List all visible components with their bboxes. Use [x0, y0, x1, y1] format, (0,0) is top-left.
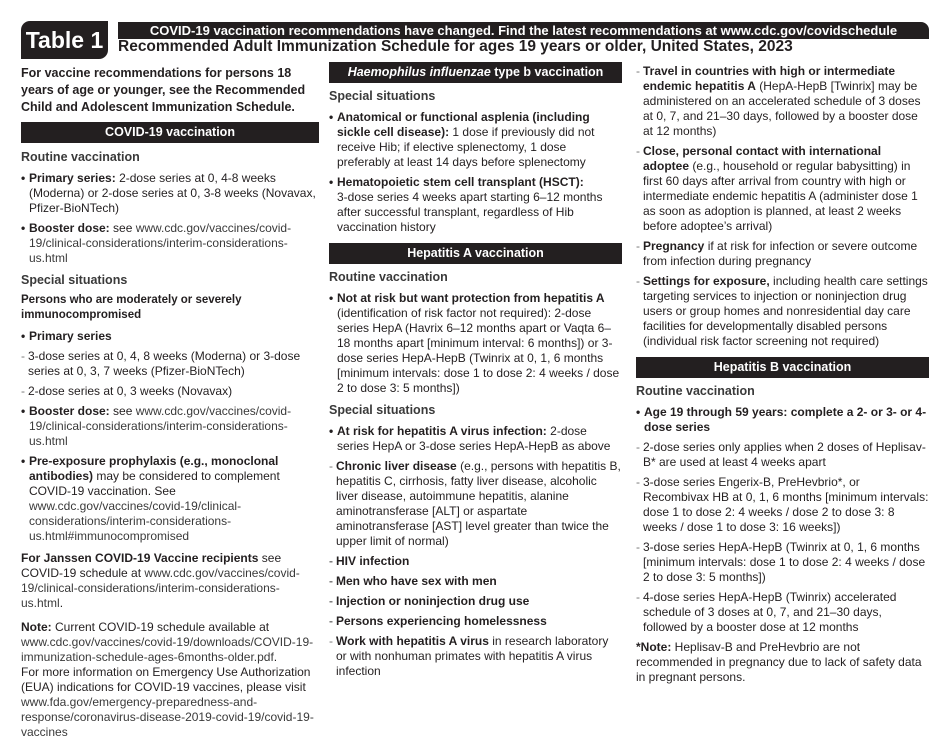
column-2	[329, 62, 622, 679]
covid-routine-heading: Routine vaccination	[21, 150, 140, 164]
hepb-dash-item: - 2-dose series only applies when 2 doses of Heplisav-B* are used at least 4 weeks apart	[636, 440, 929, 470]
immuno-booster-item: • Booster dose: see www.cdc.gov/vaccines/covid-19/clinical-considerations/interim-considerations-us.html	[21, 404, 319, 449]
covid-note: Note: Current COVID-19 schedule available at www.cdc.gov/vaccines/covid-19/downloads/COVID-19-immunization-schedule-ages-6months-older.pdf. For more information on Emergency Use Authorization (EUA) indications for COVID-19 vaccines, please visit www.fda.gov/emergency-preparedness-and-response/coronavirus-disease-2019-covid-19/covid-19-vaccines	[21, 620, 314, 739]
hepa-adoptee-item: - Close, personal contact with international adoptee (e.g., household or regular babysitting) in first 60 days after arrival from country with high or intermediate endemic hepatitis A (administer dose 1 as soon as adoption is planned, at least 2 weeks before adoptee’s arrival)	[636, 144, 929, 234]
janssen-text: For Janssen COVID-19 Vaccine recipients see COVID-19 schedule at www.cdc.gov/vaccines/covid-19/clinical-considerations/interim-considerations-us.html.	[21, 551, 300, 610]
fda-eua-link[interactable]: www.fda.gov/emergency-preparedness-and-response/coronavirus-disease-2019-covid-19/covid-19-vaccines	[21, 695, 314, 739]
covid-update-banner: COVID-19 vaccination recommendations have changed. Find the latest recommendations at www.cdc.gov/covidschedule	[118, 22, 929, 39]
hepa-drug-item: - Injection or noninjection drug use	[329, 594, 622, 609]
hepa-work-item: - Work with hepatitis A virus in research laboratory or with nonhuman primates with hepatitis A virus infection	[329, 634, 622, 679]
hepb-dash-item: - 4-dose series HepA-HepB (Twinrix) accelerated schedule of 3 doses at 0, 7, and 21–30 days, followed by a booster dose at 12 months	[636, 590, 929, 635]
covid-section-header: COVID-19 vaccination	[21, 122, 319, 143]
hepb-note: *Note: Heplisav-B and PreHevbrio are not recommended in pregnancy due to lack of safety data in pregnant persons.	[636, 640, 922, 684]
hepb-age-item: • Age 19 through 59 years: complete a 2- or 3- or 4-dose series	[636, 405, 929, 435]
hib-special-heading: Special situations	[329, 89, 436, 103]
hepb-routine-heading: Routine vaccination	[636, 384, 755, 398]
column-1	[21, 65, 319, 740]
hepb-dash-item: - 3-dose series HepA-HepB (Twinrix at 0, 1, 6 months [minimum intervals: dose 1 to dose 2: 4 weeks / dose 2 to dose 3: 5 months])	[636, 540, 929, 585]
hepa-travel-item: - Travel in countries with high or intermediate endemic hepatitis A (HepA-HepB [Twinrix] may be administered on an accelerated schedule of 3 doses at 0, 7, and 21–30 days, followed by a booster dose at 12 months)	[636, 64, 929, 139]
hepa-liver-item: - Chronic liver disease (e.g., persons with hepatitis B, hepatitis C, cirrhosis, fatty liver disease, alcoholic liver disease, autoimmune hepatitis, alanine aminotransferase [ALT] or aspartate aminotransferase [AST] level greater than twice the upper limit of normal)	[329, 459, 622, 549]
hepa-homeless-item: - Persons experiencing homelessness	[329, 614, 622, 629]
covid-schedule-link[interactable]: www.cdc.gov/vaccines/covid-19/downloads/COVID-19-immunization-schedule-ages-6months-older.pdf	[21, 635, 314, 664]
hepa-settings-item: - Settings for exposure, including health care settings targeting services to injection or noninjection drug users or group homes and nonresidential day care facilities for developmentally disabled persons (individual risk factor screening not required)	[636, 274, 929, 349]
covid-primary-item: • Primary series: 2-dose series at 0, 4-8 weeks (Moderna) or 2-dose series at 0, 3-8 weeks (Novavax, Pfizer-BioNTech)	[21, 171, 319, 216]
immuno-dash-item: - 2-dose series at 0, 3 weeks (Novavax)	[21, 384, 319, 399]
table-label: Table 1	[21, 21, 108, 59]
hepa-hiv-item: - HIV infection	[329, 554, 622, 569]
hepa-pregnancy-item: - Pregnancy if at risk for infection or severe outcome from infection during pregnancy	[636, 239, 929, 269]
page-title: Recommended Adult Immunization Schedule for ages 19 years or older, United States, 2023	[118, 38, 793, 55]
hepb-section-header: Hepatitis B vaccination	[636, 357, 929, 378]
hib-section-header: Haemophilus influenzae type b vaccination	[329, 62, 622, 83]
janssen-link[interactable]: www.cdc.gov/vaccines/covid-19/clinical-considerations/interim-considerations-us.html	[21, 566, 300, 610]
hepb-dash-item: - 3-dose series Engerix-B, PreHevbrio*, or Recombivax HB at 0, 1, 6 months [minimum intervals: dose 1 to dose 2: 4 weeks / dose 2 to dose 3: 8 weeks / dose 1 to dose 3: 16 weeks])	[636, 475, 929, 535]
covid-booster-link[interactable]: www.cdc.gov/vaccines/covid-19/clinical-considerations/interim-considerations-us.html	[29, 221, 292, 265]
hepa-section-header: Hepatitis A vaccination	[329, 243, 622, 264]
prep-link[interactable]: www.cdc.gov/vaccines/covid-19/clinical-considerations/interim-considerations-us.html#immunocompromised	[29, 499, 242, 543]
covid-special-heading: Special situations	[21, 273, 128, 287]
hepa-atrisk-item: • At risk for hepatitis A virus infection: 2-dose series HepA or 3-dose series HepA-HepB as above	[329, 424, 622, 454]
immuno-primary-item: • Primary series	[21, 329, 319, 344]
prep-item: • Pre-exposure prophylaxis (e.g., monoclonal antibodies) may be considered to complement COVID-19 vaccination. See www.cdc.gov/vaccines/covid-19/clinical-considerations/interim-considerations-us.html#immunocompromised	[21, 454, 319, 544]
hepa-routine-heading: Routine vaccination	[329, 270, 448, 284]
hib-asplenia-item: • Anatomical or functional asplenia (including sickle cell disease): 1 dose if previously did not receive Hib; if elective splenectomy, 1 dose preferably at least 14 days before splenectomy	[329, 110, 622, 170]
hib-hsct-item: • Hematopoietic stem cell transplant (HSCT): 3-dose series 4 weeks apart starting 6–12 months after successful transplant, regardless of Hib vaccination history	[329, 175, 622, 235]
intro-text: For vaccine recommendations for persons 18 years of age or younger, see the Recommended Child and Adolescent Immunization Schedule.	[21, 66, 306, 114]
immuno-dash-item: - 3-dose series at 0, 4, 8 weeks (Moderna) or 3-dose series at 0, 3, 7 weeks (Pfizer-BioNTech)	[21, 349, 319, 379]
hepa-notrisk-item: • Not at risk but want protection from hepatitis A (identification of risk factor not required): 2-dose series HepA (Havrix 6–12 months apart or Vaqta 6–18 months apart [minimum interval: 6 months]) or 3-dose series HepA-HepB (Twinrix at 0, 1, 6 months [minimum intervals: dose 1 to dose 2: 4 weeks / dose 2 to dose 3: 5 months])	[329, 291, 622, 396]
hepa-msm-item: - Men who have sex with men	[329, 574, 622, 589]
immuno-booster-link[interactable]: www.cdc.gov/vaccines/covid-19/clinical-considerations/interim-considerations-us.html	[29, 404, 292, 448]
covid-booster-item: • Booster dose: see www.cdc.gov/vaccines/covid-19/clinical-considerations/interim-considerations-us.html	[21, 221, 319, 266]
immunocompromised-heading: Persons who are moderately or severely immunocompromised	[21, 294, 242, 321]
column-3	[636, 64, 929, 685]
hepa-special-heading: Special situations	[329, 403, 436, 417]
